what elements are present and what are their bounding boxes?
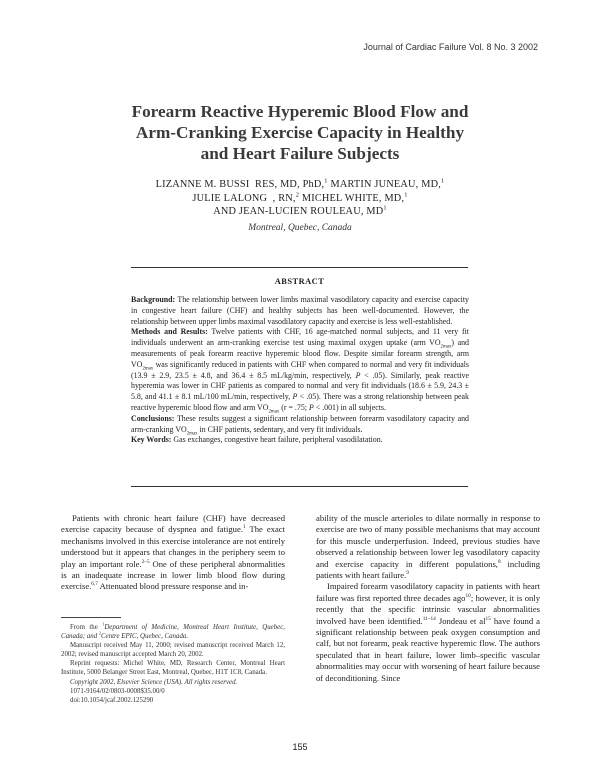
- author-list: [60, 178, 540, 219]
- footnote-copyright: Copyright 2002, Elsevier Science (USA). All rights reserved.: [70, 678, 238, 686]
- footnote-rule: [61, 617, 121, 618]
- abstract-bottom-rule: [131, 486, 468, 487]
- footnote-issn: 1071-9164/02/0803-0008$35.00/0: [70, 687, 165, 695]
- article-title: [60, 101, 540, 164]
- footnote-received: Manuscript received May 11, 2000; revised manuscript received March 12, 2002; revised manuscript accepted March 20, 2002.: [61, 642, 285, 659]
- abstract-top-rule: [131, 267, 468, 268]
- body-column-right: [316, 513, 540, 684]
- abstract-heading: ABSTRACT: [274, 277, 325, 286]
- title-line: Forearm Reactive Hyperemic Blood Flow and: [131, 102, 469, 121]
- body-column-left: [61, 513, 285, 593]
- abstract-methods-results: Methods and Results: Twelve patients with CHF, 16 age-matched normal subjects, and 11 very fit individuals underwent an arm-cranking exercise test using maximal oxygen uptake (arm $VO_{2max}$) and measurements of peak forearm reactive hyperemic blood flow. Despite similar forearm strength, arm $VO_{2max}$ was significantly reduced in patients with CHF when compared to normal and very fit individuals (13.9 ± 2.9, 23.5 ± 4.8, and 36.4 ± 8.5 mL/kg/min, respectively, P < .05). Similarly, peak reactive hyperemia was lower in CHF patients as compared to normal and very fit individuals (18.6 ± 5.9, 24.3 ± 5.8, and 41.1 ± 8.1 mL/100 mL/min, respectively, P < .05). There was a strong relationship between peak reactive hyperemic blood flow and arm $VO_{2max}$ (r = .75; P < .001) in all subjects.: [131, 327, 469, 415]
- abstract-keywords: Key Words: Gas exchanges, congestive heart failure, peripheral vasodilatation.: [131, 435, 383, 445]
- author-line: JULIE LALONG , RN,$^2$ MICHEL WHITE, MD,$^1$: [192, 191, 408, 204]
- author-line: AND JEAN-LUCIEN ROULEAU, $MD^1$: [213, 204, 387, 217]
- footnote-doi: doi:10.1054/jcaf.2002.125290: [70, 696, 154, 704]
- author-line: LIZANNE M. BUSSI RES, MD, PhD,$^1$ MARTIN JUNEAU, MD,$^1$: [155, 177, 445, 190]
- abstract-conclusions: Conclusions: These results suggest a significant relationship between forearm vasodilatory capacity and arm-cranking $VO_{2max}$ in CHF patients, sedentary, and very fit individuals.: [131, 413, 469, 437]
- paragraph: ability of the muscle arterioles to dilate normally in response to exercise are two of many possible mechanisms that may account for this muscle underperfusion. Indeed, previous studies have observed a relationship between lower leg vasodilatory capacity and exercise capacity in different populations,$^8$ including patients with heart failure.$^9$: [316, 513, 540, 581]
- paragraph: Impaired forearm vasodilatory capacity in patients with heart failure was first reported three decades ago$^{10}$; however, it is only recently that the specific intrinsic vascular abnormalities involved have been identified.$^{11-14}$ Jondeau et $al^{15}$ have found a significant relationship between peak oxygen consumption and calf, but not forearm, peak reactive hyperemic flow. The authors speculated that in heart failure, lower limb–specific vascular abnormalities may occur with worsening of heart failure because of deconditioning. Since: [316, 581, 540, 683]
- footnote-reprints: Reprint requests: Michel White, MD, Research Center, Montreal Heart Institute, 5000 Belanger Street East, Montreal, Quebec, H1T 1C8, Canada.: [61, 660, 285, 677]
- abstract-background: Background: The relationship between lower limbs maximal vasodilatory capacity and exercise capacity in congestive heart failure (CHF) and healthy subjects has been well-documented. However, the relationship between upper limbs maximal vasodilatory capacity and exercise is less well-established.: [131, 295, 469, 326]
- footnote-affiliation: From the $^1$Department of Medicine, Montreal Heart Institute, Quebec, Canada; and $^2$Centre EPIC, Quebec, Canada.: [61, 621, 285, 641]
- affiliation: Montreal, Quebec, Canada: [248, 223, 352, 233]
- title-line: and Heart Failure Subjects: [200, 144, 400, 163]
- journal-header: Journal of Cardiac Failure Vol. 8 No. 3 2002: [363, 42, 538, 52]
- abstract-body: [131, 295, 469, 446]
- page-number: 155: [292, 742, 308, 752]
- paragraph: Patients with chronic heart failure (CHF) have decreased exercise capacity because of dyspnea and fatigue.$^1$ The exact mechanisms involved in this exercise intolerance are not entirely understood but it appears that changes in the periphery seem to play an important role.$^{2-5}$ One of these peripheral abnormalities is an inadequate increase in lower limb blood flow during exercise.$^{6,7}$ Attenuated blood pressure response and in-: [61, 513, 286, 592]
- title-line: Arm-Cranking Exercise Capacity in Healthy: [135, 123, 465, 142]
- footnotes: [61, 623, 285, 705]
